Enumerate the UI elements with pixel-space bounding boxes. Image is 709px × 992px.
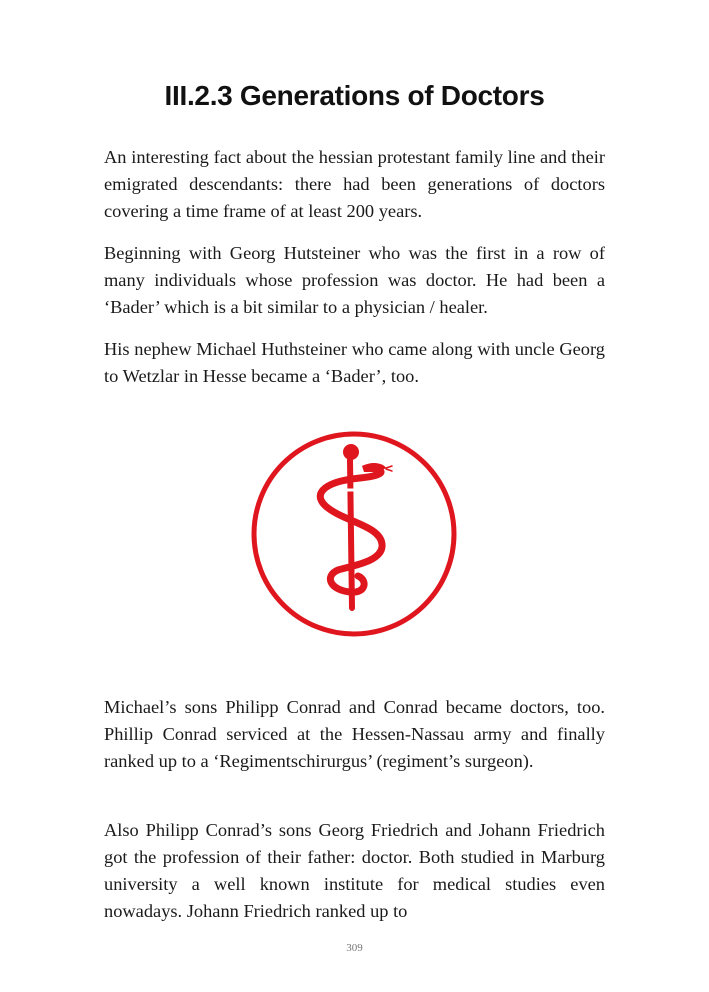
paragraph-georg-johann-friedrich: Also Philipp Conrad’s sons Georg Friedrich and Johann Friedrich got the profession of their father: doctor. Both studied in Marburg university a well known institute for medical studies even nowadays. Johann Friedrich ranked up to: [104, 820, 605, 921]
paragraph-georg-hutsteiner: Beginning with Georg Hutsteiner who was the first in a row of many individuals whose profession was doctor. He had been a ‘Bader’ which is a bit similar to a physician / healer.: [104, 243, 605, 317]
page-number: 309: [346, 942, 363, 954]
paragraph-michael-huthsteiner: His nephew Michael Huthsteiner who came along with uncle Georg to Wetzlar in Hesse became a ‘Bader’, too.: [104, 339, 605, 386]
rod-of-asclepius-icon: [250, 430, 460, 640]
section-heading: III.2.3 Generations of Doctors: [164, 80, 545, 111]
paragraph-philipp-conrad: Michael’s sons Philipp Conrad and Conrad became doctors, too. Phillip Conrad serviced at the Hessen-Nassau army and finally ranked up to a ‘Regimentschirurgus’ (regiment’s surgeon).: [104, 697, 605, 771]
paragraph-generations-intro: An interesting fact about the hessian protestant family line and their emigrated descendants: there had been generations of doctors covering a time frame of at least 200 years.: [104, 147, 605, 221]
